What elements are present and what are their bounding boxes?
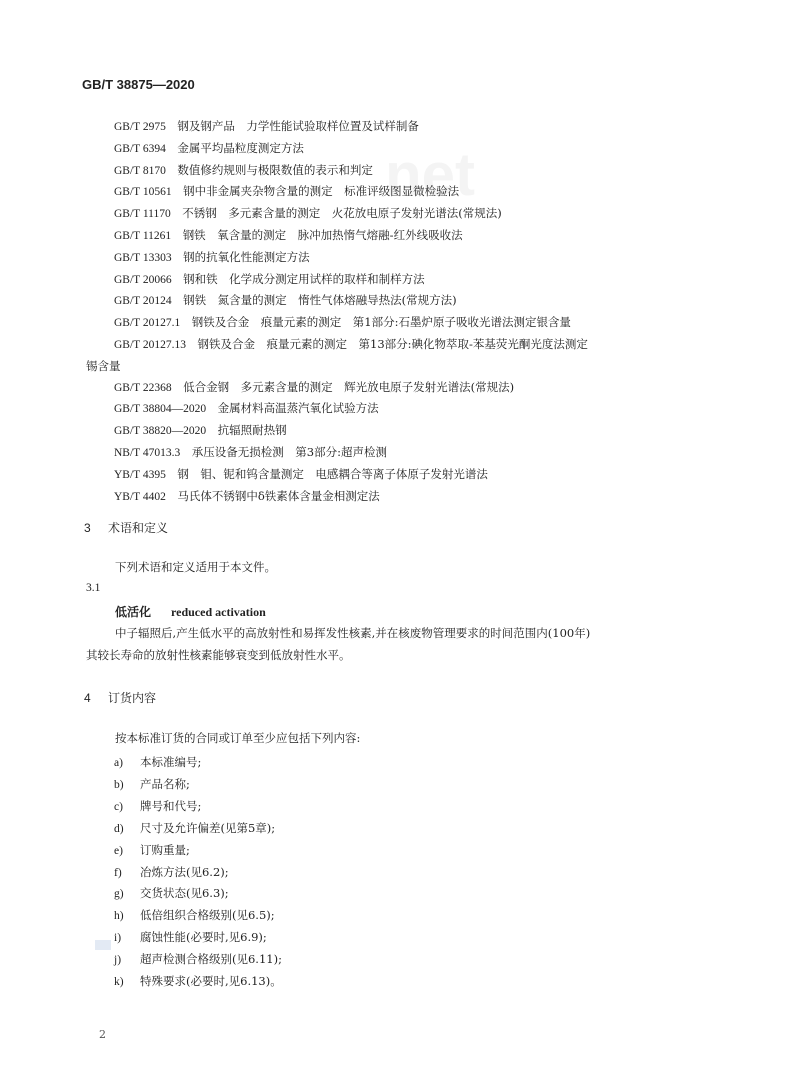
reference-code: GB/T 11261 xyxy=(114,229,172,242)
reference-code: GB/T 6394 xyxy=(114,142,166,155)
order-item-text: 腐蚀性能(必要时,见6.9); xyxy=(140,930,267,945)
reference-item xyxy=(86,269,726,291)
reference-item xyxy=(86,420,726,442)
section-title: 术语和定义 xyxy=(108,521,169,535)
scan-mark xyxy=(95,940,111,950)
order-item-text: 本标准编号; xyxy=(140,755,202,769)
reference-item xyxy=(86,160,726,182)
watermark: net xyxy=(385,141,475,208)
reference-item xyxy=(86,312,726,334)
order-item xyxy=(114,818,282,840)
section-4-heading xyxy=(84,689,156,706)
reference-title: 低合金钢 多元素含量的测定 辉光放电原子发射光谱法(常规法) xyxy=(183,379,515,394)
term-chinese: 低活化 xyxy=(115,605,152,619)
reference-title: 马氏体不锈钢中δ铁素体含量金相测定法 xyxy=(177,488,380,503)
reference-title: 钢铁 氧含量的测定 脉冲加热惰气熔融-红外线吸收法 xyxy=(182,227,463,242)
reference-item xyxy=(86,398,726,420)
reference-title: 钢的抗氧化性能测定方法 xyxy=(183,249,310,264)
reference-code: GB/T 20127.13 xyxy=(114,338,186,351)
order-item-label: f) xyxy=(114,866,122,879)
reference-item xyxy=(86,442,726,464)
reference-item xyxy=(86,290,726,312)
section-3-heading xyxy=(84,519,168,536)
term-definition-line-2: 其较长寿命的放射性核素能够衰变到低放射性水平。 xyxy=(86,648,351,662)
reference-item xyxy=(86,203,726,225)
reference-code: GB/T 11170 xyxy=(114,208,171,221)
reference-code: GB/T 38820—2020 xyxy=(114,425,207,438)
order-item-text: 超声检测合格级别(见6.11); xyxy=(140,952,282,967)
reference-code: GB/T 20124 xyxy=(114,295,172,308)
reference-item xyxy=(86,464,726,486)
reference-title: 钢和铁 化学成分测定用试样的取样和制样方法 xyxy=(183,271,425,286)
reference-item xyxy=(86,225,726,247)
page-number: 2 xyxy=(99,1028,106,1041)
reference-title: 抗辐照耐热钢 xyxy=(217,423,287,438)
order-item-text: 产品名称; xyxy=(140,776,190,791)
reference-title: 钢 钼、铌和钨含量测定 电感耦合等离子体原子发射光谱法 xyxy=(177,466,488,481)
order-item-label: j) xyxy=(114,954,122,967)
term-english: reduced activation xyxy=(171,605,266,619)
reference-code: YB/T 4402 xyxy=(114,490,166,503)
section-number: 4 xyxy=(84,691,91,705)
order-item-label: d) xyxy=(114,822,124,835)
reference-code: NB/T 47013.3 xyxy=(114,446,181,459)
reference-item xyxy=(86,377,726,399)
reference-code: GB/T 8170 xyxy=(114,164,166,177)
order-item xyxy=(114,927,282,949)
order-item-label: e) xyxy=(114,844,123,857)
section-4-intro: 按本标准订货的合同或订单至少应包括下列内容: xyxy=(115,731,361,745)
order-item-label: h) xyxy=(114,910,124,923)
standard-number-header: GB/T 38875—2020 xyxy=(82,77,195,92)
reference-item xyxy=(86,486,726,508)
reference-item xyxy=(86,181,726,203)
reference-title: 钢中非金属夹杂物含量的测定 标准评级图显微检验法 xyxy=(183,184,460,199)
reference-code: GB/T 22368 xyxy=(114,381,172,394)
order-item-label: b) xyxy=(114,778,124,791)
order-item-label: k) xyxy=(114,976,124,989)
order-items-list xyxy=(114,752,282,993)
reference-title: 承压设备无损检测 第3部分:超声检测 xyxy=(191,444,387,459)
section-title: 订货内容 xyxy=(108,691,157,705)
order-item-text: 牌号和代号; xyxy=(140,798,202,813)
order-item-text: 特殊要求(必要时,见6.13)。 xyxy=(140,974,282,989)
order-item xyxy=(114,883,282,905)
reference-title: 不锈钢 多元素含量的测定 火花放电原子发射光谱法(常规法) xyxy=(182,206,502,221)
order-item-text: 订购重量; xyxy=(140,842,190,857)
order-item xyxy=(114,949,282,971)
reference-title: 金属材料高温蒸汽氧化试验方法 xyxy=(217,401,379,416)
reference-item xyxy=(86,334,726,356)
reference-title: 钢铁及合金 痕量元素的测定 第1部分:石墨炉原子吸收光谱法测定银含量 xyxy=(191,315,571,330)
order-item-label: a) xyxy=(114,757,123,769)
reference-code: YB/T 4395 xyxy=(114,468,166,481)
order-item xyxy=(114,862,282,884)
order-item-text: 交货状态(见6.3); xyxy=(140,886,229,901)
normative-references-list xyxy=(86,116,726,507)
reference-code: GB/T 13303 xyxy=(114,251,172,264)
reference-code: GB/T 38804—2020 xyxy=(114,403,207,416)
order-item-label: c) xyxy=(114,800,123,813)
order-item xyxy=(114,796,282,818)
reference-item xyxy=(86,138,726,160)
reference-code: GB/T 10561 xyxy=(114,186,172,199)
section-3-intro: 下列术语和定义适用于本文件。 xyxy=(115,560,276,574)
order-item-text: 尺寸及允许偏差(见第5章); xyxy=(140,820,276,835)
reference-item xyxy=(86,116,726,138)
order-item-label: i) xyxy=(114,932,122,945)
reference-title: 数值修约规则与极限数值的表示和判定 xyxy=(177,162,373,177)
reference-code: GB/T 20127.1 xyxy=(114,317,181,330)
order-item-label: g) xyxy=(114,888,124,901)
order-item xyxy=(114,774,282,796)
reference-title: 钢铁及合金 痕量元素的测定 第13部分:碘化物萃取-苯基荧光酮光度法测定 xyxy=(197,336,588,351)
term-definition-line-1: 中子辐照后,产生低水平的高放射性和易挥发性核素,并在核废物管理要求的时间范围内(100年) xyxy=(115,626,591,640)
reference-code: GB/T 20066 xyxy=(114,273,172,286)
reference-title: 钢铁 氮含量的测定 惰性气体熔融导热法(常规方法) xyxy=(183,293,457,308)
order-item xyxy=(114,840,282,862)
reference-title: 钢及钢产品 力学性能试验取样位置及试样制备 xyxy=(177,119,419,133)
reference-code: GB/T 2975 xyxy=(114,121,166,133)
order-item-text: 低倍组织合格级别(见6.5); xyxy=(140,908,275,923)
order-item xyxy=(114,752,282,774)
order-item xyxy=(114,971,282,993)
term-number: 3.1 xyxy=(86,582,101,594)
order-item-text: 冶炼方法(见6.2); xyxy=(140,864,229,879)
reference-title-continuation: 锡含量 xyxy=(86,358,121,373)
order-item xyxy=(114,905,282,927)
reference-title: 金属平均晶粒度测定方法 xyxy=(177,140,304,155)
reference-item xyxy=(86,247,726,269)
term-entry xyxy=(115,603,266,620)
section-number: 3 xyxy=(84,521,91,535)
